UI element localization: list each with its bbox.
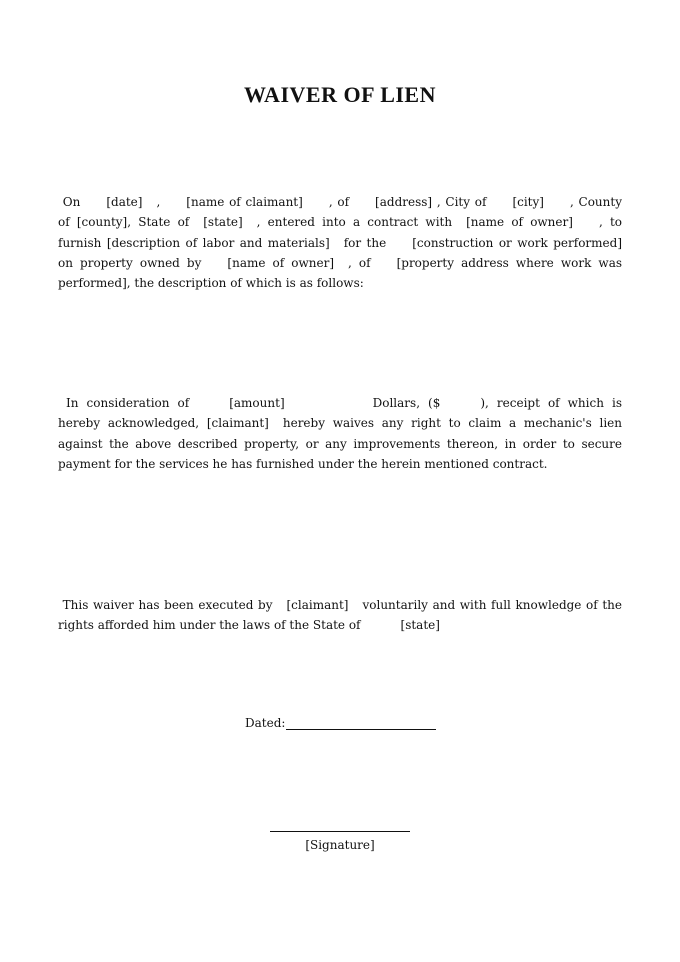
claimant-name-placeholder: [name of claimant] [186,195,303,209]
dated-blank-line[interactable] [286,715,436,730]
owner-name-placeholder-2: [name of owner] [227,255,335,270]
executed-by-text: This waiver has been executed by [62,598,273,612]
signature-line[interactable] [270,831,410,832]
paragraph-contract [58,192,622,293]
waiver-statement-text: hereby waives any right to claim a mechanic's lien against the above described property, or any improvements thereon, in order to secure payment for the services he has furnished under the herein mentioned contract. [58,416,622,471]
date-placeholder: [date] [106,195,143,209]
construction-placeholder: [construction or work performed] [412,235,623,250]
state-placeholder-2: [state] [400,618,440,633]
signature-label: [Signature] [305,838,375,852]
dated-field [245,715,436,730]
of-text-2: , of [348,255,371,270]
entered-contract-text: , entered into a contract with [256,215,453,230]
state-placeholder: [state] [203,215,243,230]
on-text: On [62,195,81,209]
labor-materials-placeholder: [description of labor and materials] [106,235,330,250]
claimant-placeholder: [claimant] [206,416,269,431]
claimant-placeholder-2: [claimant] [286,598,349,612]
dated-label: Dated: [245,716,286,730]
amount-placeholder: [amount] [229,396,285,410]
for-the-text: for the [343,235,387,250]
receipt-text: ), receipt of which is hereby acknowledged, [58,396,622,431]
of-text: , of [328,195,350,209]
document-title: WAIVER OF LIEN [244,82,436,107]
paragraph-execution [58,595,622,636]
to-furnish-text: , to furnish [58,215,622,250]
in-consideration-text: In consideration of [66,396,190,410]
dollars-text: Dollars, ($ [372,396,441,410]
comma-text: , [156,195,161,209]
owner-name-placeholder: [name of owner] [466,215,573,230]
county-of-text: , County of [58,195,622,230]
on-property-text: on property owned by [58,255,202,270]
state-of-text: , State of [127,215,190,230]
county-placeholder: [county] [76,215,128,230]
property-address-placeholder: [property address where work was performed] [58,255,623,291]
paragraph-consideration [58,393,622,474]
address-placeholder: [address] [375,195,433,209]
city-of-text: , City of [436,195,487,209]
city-placeholder: [city] [512,195,544,209]
voluntarily-text: voluntarily and with full knowledge of the rights afforded him under the laws of the State of [58,598,622,633]
description-text: , the description of which is as follows: [126,276,364,291]
